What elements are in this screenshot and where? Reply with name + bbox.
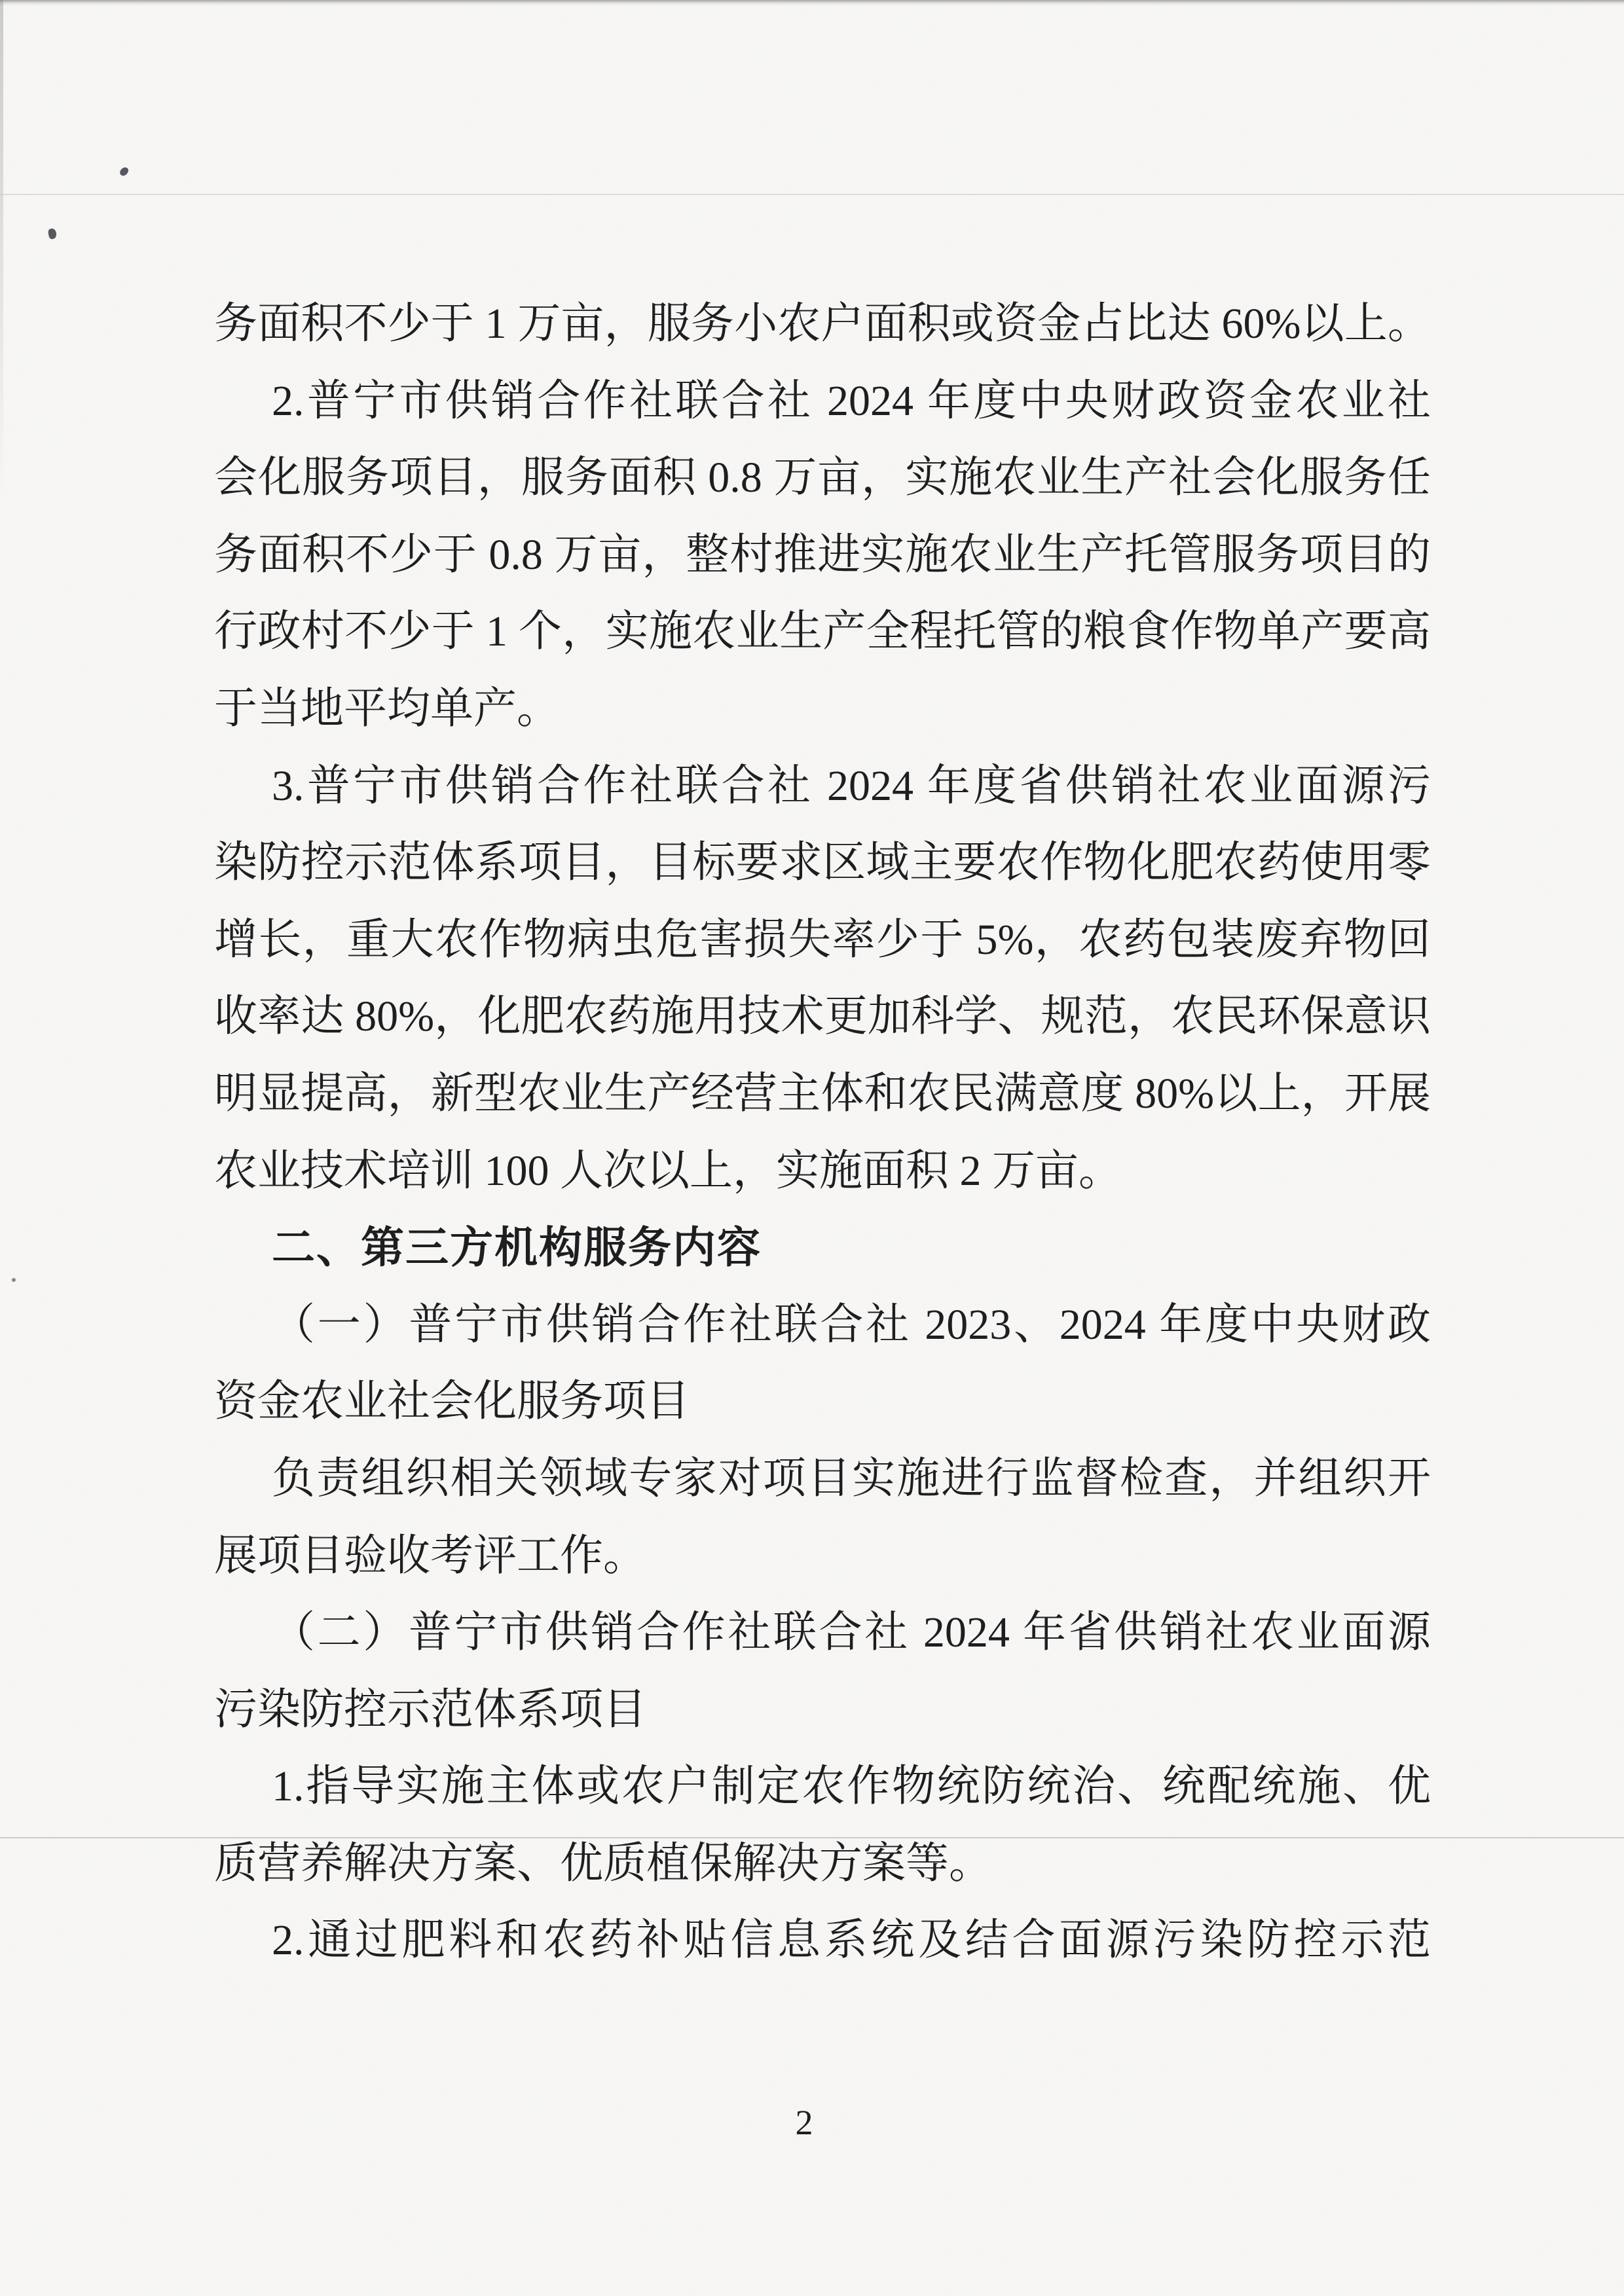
text-line: 2.通过肥料和农药补贴信息系统及结合面源污染防控示范 <box>272 1916 1431 1965</box>
text-line: 负责组织相关领域专家对项目实施进行监督检查，并组织开 <box>272 1454 1431 1503</box>
text-line: 2.普宁市供销合作社联合社 2024 年度中央财政资金农业社 <box>272 376 1431 425</box>
text-line: 质营养解决方案、优质植保解决方案等。 <box>214 1839 992 1887</box>
scan-edge-top-shadow <box>0 0 1624 6</box>
text-line: 资金农业社会化服务项目 <box>214 1377 690 1426</box>
text-line: 展项目验收考评工作。 <box>214 1531 646 1580</box>
scan-edge-left-shadow <box>0 0 3 498</box>
text-line: 染防控示范体系项目，目标要求区域主要农作物化肥农药使用零 <box>214 839 1431 887</box>
page-number: 2 <box>795 2103 813 2142</box>
text-line: 3.普宁市供销合作社联合社 2024 年度省供销社农业面源污 <box>272 761 1431 810</box>
scan-artifact-line <box>0 194 1624 195</box>
ink-speck <box>47 228 57 240</box>
text-line: 于当地平均单产。 <box>214 684 560 733</box>
text-line: 务面积不少于 0.8 万亩，整村推进实施农业生产托管服务项目的 <box>214 530 1431 579</box>
text-line: 1.指导实施主体或农户制定农作物统防统治、统配统施、优 <box>272 1762 1431 1811</box>
text-line: 务面积不少于 1 万亩，服务小农户面积或资金占比达 60%以上。 <box>214 300 1431 348</box>
text-line: 明显提高，新型农业生产经营主体和农民满意度 80%以上，开展 <box>214 1069 1431 1118</box>
document-body <box>214 285 1431 1979</box>
section-heading: 二、第三方机构服务内容 <box>272 1223 762 1272</box>
ink-speck <box>12 1278 16 1282</box>
ink-speck <box>119 166 130 177</box>
text-line: 行政村不少于 1 个，实施农业生产全程托管的粮食作物单产要高 <box>214 608 1431 656</box>
text-line: 增长，重大农作物病虫危害损失率少于 5%，农药包装废弃物回 <box>214 915 1431 964</box>
text-line: 污染防控示范体系项目 <box>214 1685 646 1734</box>
text-line: （二）普宁市供销合作社联合社 2024 年省供销社农业面源 <box>272 1609 1431 1657</box>
text-line: （一）普宁市供销合作社联合社 2023、2024 年度中央财政 <box>272 1300 1431 1349</box>
text-line: 会化服务项目，服务面积 0.8 万亩，实施农业生产社会化服务任 <box>214 454 1431 502</box>
text-line: 农业技术培训 100 人次以上，实施面积 2 万亩。 <box>214 1146 1122 1195</box>
text-line: 收率达 80%，化肥农药施用技术更加科学、规范，农民环保意识 <box>214 993 1431 1041</box>
